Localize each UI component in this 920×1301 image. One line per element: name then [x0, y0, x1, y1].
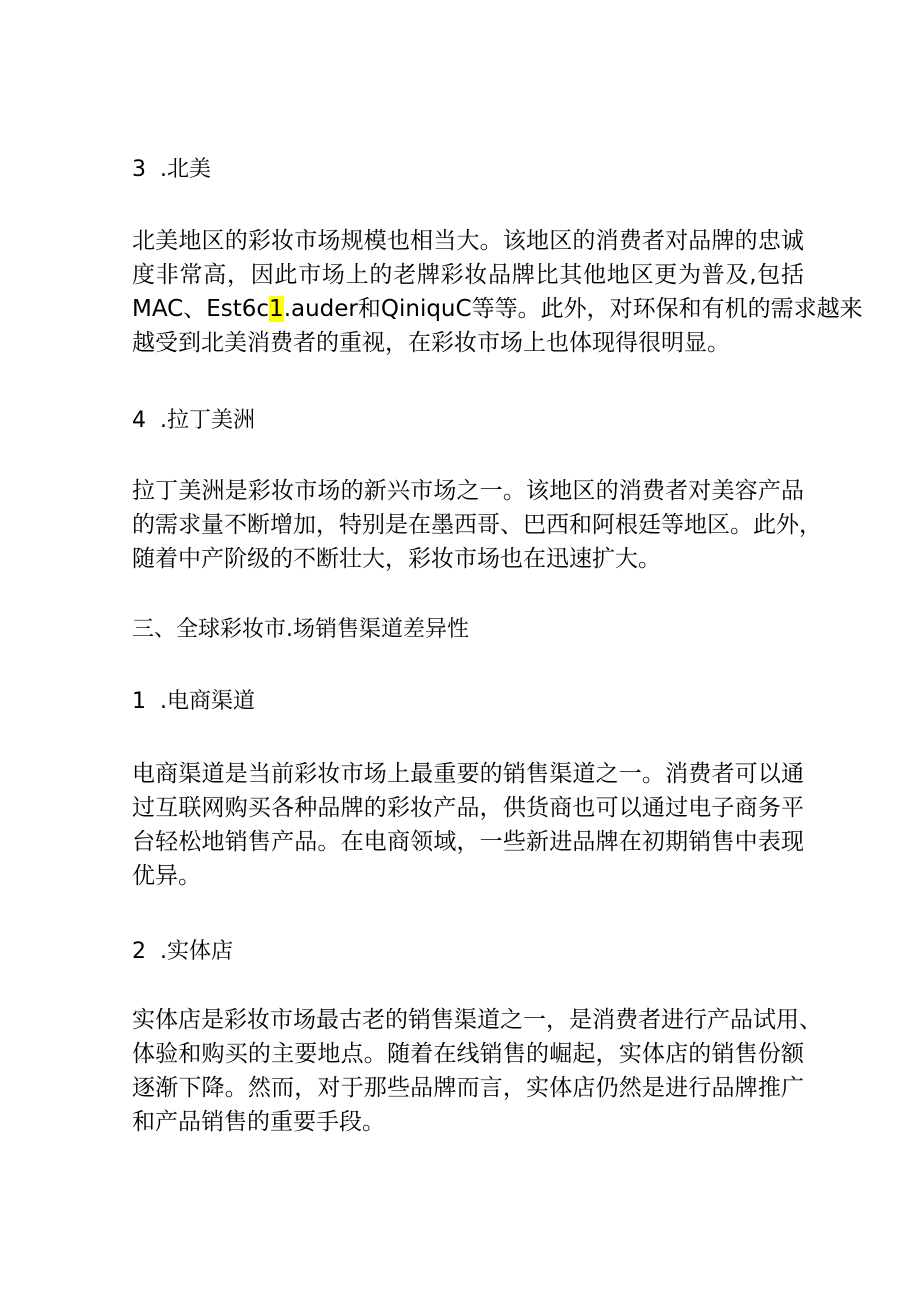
section-heading-north-america: 3 .北美: [132, 157, 211, 182]
paragraph-line: 度非常高，因此市场上的老牌彩妆品牌比其他地区更为普及,包括: [132, 262, 804, 288]
paragraph-line: 过互联网购买各种品牌的彩妆产品，供货商也可以通过电子商务平: [132, 795, 804, 821]
paragraph-line: 台轻松地销售产品。在电商领域，一些新进品牌在初期销售中表现: [132, 829, 804, 855]
paragraph-line: 逐渐下降。然而，对于那些品牌而言，实体店仍然是进行品牌推广: [132, 1075, 804, 1101]
paragraph-line: 电商渠道是当前彩妆市场上最重要的销售渠道之一。消费者可以通: [132, 761, 804, 787]
paragraph-line: 体验和购买的主要地点。随着在线销售的崛起，实体店的销售份额: [132, 1041, 804, 1067]
text-fragment: .auder和QiniquC等等。此外，对环保和有机的需求越来: [283, 296, 863, 322]
paragraph-physical-store: [132, 1003, 822, 1139]
section-heading-physical-store: 2 .实体店: [132, 939, 233, 964]
paragraph-line: 北美地区的彩妆市场规模也相当大。该地区的消费者对品牌的忠诚: [132, 228, 804, 254]
paragraph-north-america: [132, 224, 863, 360]
chapter-heading-sales-channels: 三、全球彩妆市.场销售渠道差异性: [132, 617, 469, 642]
paragraph-line-with-highlight: [132, 292, 863, 326]
text-fragment: MAC、Est6c: [132, 296, 270, 322]
paragraph-line: 和产品销售的重要手段。: [132, 1109, 385, 1135]
highlighted-character: 1: [269, 296, 284, 322]
paragraph-line: 随着中产阶级的不断壮大，彩妆市场也在迅速扩大。: [132, 546, 661, 572]
paragraph-line: 优异。: [132, 863, 201, 889]
section-heading-ecommerce: 1 .电商渠道: [132, 689, 255, 714]
paragraph-line: 实体店是彩妆市场最古老的销售渠道之一，是消费者进行产品试用、: [132, 1007, 822, 1033]
paragraph-line: 拉丁美洲是彩妆市场的新兴市场之一。该地区的消费者对美容产品: [132, 478, 804, 504]
paragraph-line: 的需求量不断增加，特别是在墨西哥、巴西和阿根廷等地区。此外，: [132, 512, 822, 538]
paragraph-ecommerce: [132, 757, 804, 893]
paragraph-latin-america: [132, 474, 822, 576]
paragraph-line: 越受到北美消费者的重视，在彩妆市场上也体现得很明显。: [132, 330, 730, 356]
section-heading-latin-america: 4 .拉丁美洲: [132, 408, 255, 433]
